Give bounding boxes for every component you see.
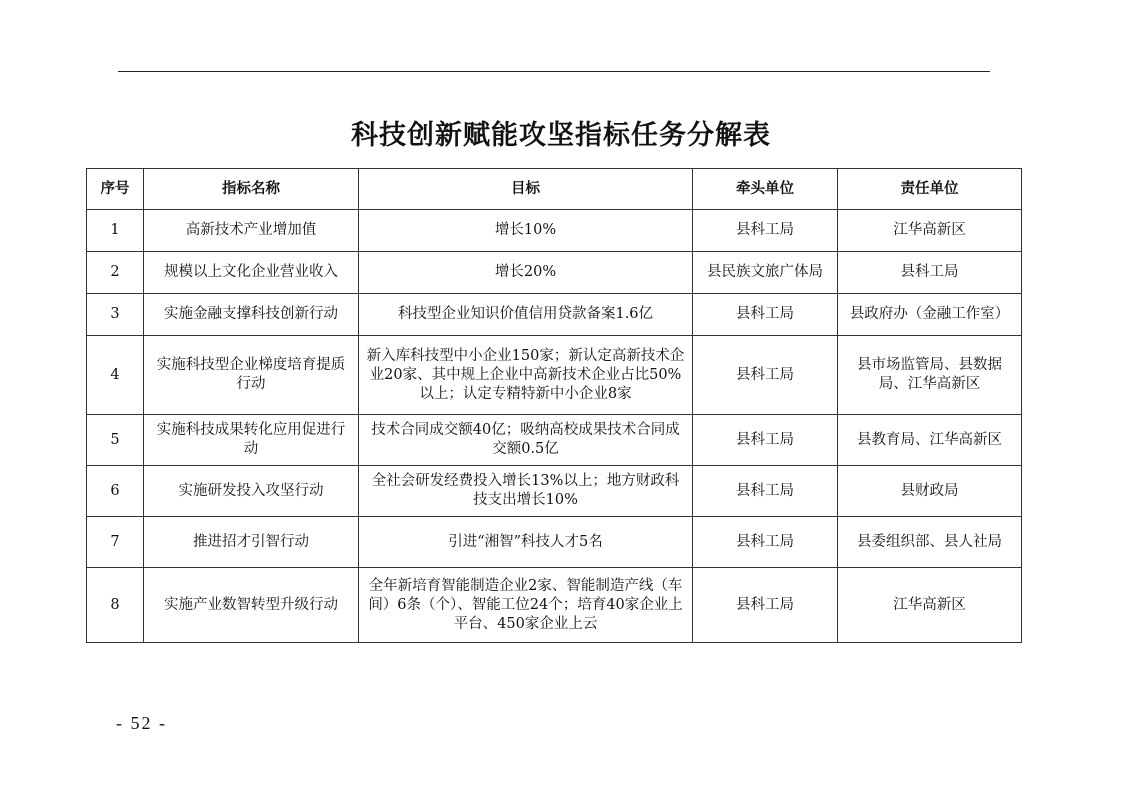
column-header-lead-unit: 牵头单位 bbox=[693, 169, 838, 210]
cell-lead-unit: 县科工局 bbox=[693, 294, 838, 336]
cell-indicator: 实施科技型企业梯度培育提质行动 bbox=[144, 336, 359, 415]
cell-target: 技术合同成交额40亿；吸纳高校成果技术合同成交额0.5亿 bbox=[359, 415, 693, 466]
cell-no: 2 bbox=[87, 252, 144, 294]
cell-responsible-unit: 县财政局 bbox=[838, 466, 1022, 517]
cell-no: 1 bbox=[87, 210, 144, 252]
cell-no: 4 bbox=[87, 336, 144, 415]
cell-no: 5 bbox=[87, 415, 144, 466]
cell-lead-unit: 县科工局 bbox=[693, 517, 838, 568]
page-number: - 52 - bbox=[116, 713, 167, 733]
cell-indicator: 实施产业数智转型升级行动 bbox=[144, 568, 359, 643]
cell-responsible-unit: 县市场监管局、县数据局、江华高新区 bbox=[838, 336, 1022, 415]
cell-target: 全年新培育智能制造企业2家、智能制造产线（车间）6条（个）、智能工位24个；培育40家企业上平台、450家企业上云 bbox=[359, 568, 693, 643]
column-header-responsible-unit: 责任单位 bbox=[838, 169, 1022, 210]
cell-target: 增长10% bbox=[359, 210, 693, 252]
column-header-target: 目标 bbox=[359, 169, 693, 210]
cell-responsible-unit: 县科工局 bbox=[838, 252, 1022, 294]
cell-target: 增长20% bbox=[359, 252, 693, 294]
cell-responsible-unit: 江华高新区 bbox=[838, 210, 1022, 252]
cell-no: 8 bbox=[87, 568, 144, 643]
cell-lead-unit: 县科工局 bbox=[693, 466, 838, 517]
table-header-row bbox=[87, 169, 1022, 210]
cell-lead-unit: 县科工局 bbox=[693, 210, 838, 252]
cell-indicator: 实施金融支撑科技创新行动 bbox=[144, 294, 359, 336]
cell-target: 新入库科技型中小企业150家；新认定高新技术企业20家、其中规上企业中高新技术企业占比50%以上；认定专精特新中小企业8家 bbox=[359, 336, 693, 415]
column-header-no: 序号 bbox=[87, 169, 144, 210]
cell-target: 全社会研发经费投入增长13%以上；地方财政科技支出增长10% bbox=[359, 466, 693, 517]
cell-indicator: 推进招才引智行动 bbox=[144, 517, 359, 568]
table-row bbox=[87, 466, 1022, 517]
cell-target: 引进“湘智”科技人才5名 bbox=[359, 517, 693, 568]
cell-lead-unit: 县科工局 bbox=[693, 336, 838, 415]
cell-no: 6 bbox=[87, 466, 144, 517]
cell-responsible-unit: 县政府办（金融工作室） bbox=[838, 294, 1022, 336]
cell-indicator: 规模以上文化企业营业收入 bbox=[144, 252, 359, 294]
table-row bbox=[87, 415, 1022, 466]
cell-indicator: 实施研发投入攻坚行动 bbox=[144, 466, 359, 517]
cell-no: 7 bbox=[87, 517, 144, 568]
cell-no: 3 bbox=[87, 294, 144, 336]
cell-indicator: 高新技术产业增加值 bbox=[144, 210, 359, 252]
document-title: 科技创新赋能攻坚指标任务分解表 bbox=[351, 120, 771, 151]
table-row bbox=[87, 336, 1022, 415]
table-row bbox=[87, 252, 1022, 294]
table-row bbox=[87, 210, 1022, 252]
cell-responsible-unit: 江华高新区 bbox=[838, 568, 1022, 643]
cell-lead-unit: 县科工局 bbox=[693, 415, 838, 466]
task-breakdown-table bbox=[86, 168, 1022, 643]
cell-responsible-unit: 县教育局、江华高新区 bbox=[838, 415, 1022, 466]
cell-lead-unit: 县科工局 bbox=[693, 568, 838, 643]
column-header-indicator: 指标名称 bbox=[144, 169, 359, 210]
header-rule bbox=[118, 71, 990, 72]
cell-responsible-unit: 县委组织部、县人社局 bbox=[838, 517, 1022, 568]
cell-lead-unit: 县民族文旅广体局 bbox=[693, 252, 838, 294]
table-row bbox=[87, 517, 1022, 568]
table-row bbox=[87, 294, 1022, 336]
cell-target: 科技型企业知识价值信用贷款备案1.6亿 bbox=[359, 294, 693, 336]
table-row bbox=[87, 568, 1022, 643]
cell-indicator: 实施科技成果转化应用促进行动 bbox=[144, 415, 359, 466]
